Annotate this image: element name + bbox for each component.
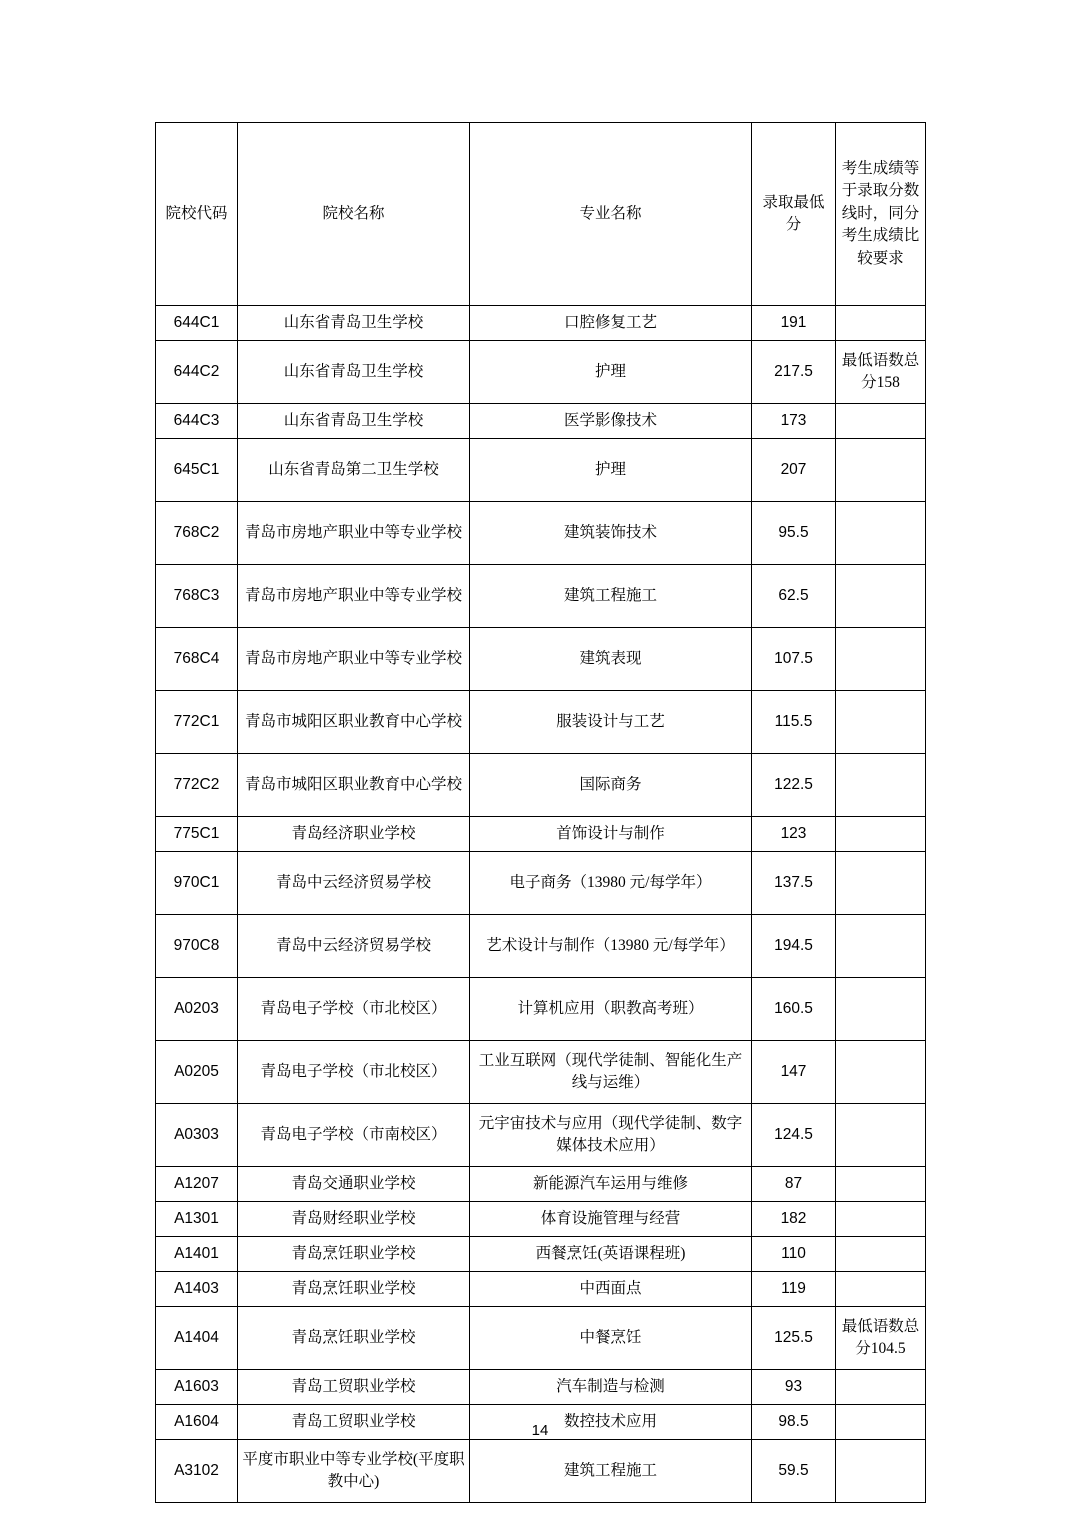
- cell-note: [836, 502, 926, 565]
- table-row: [156, 1307, 926, 1370]
- table-row: [156, 1370, 926, 1405]
- column-header-note: 考生成绩等于录取分数线时，同分考生成绩比较要求: [836, 123, 926, 306]
- cell-code: 644C2: [156, 341, 238, 404]
- cell-score: 62.5: [752, 565, 836, 628]
- table-row: [156, 341, 926, 404]
- cell-note: [836, 1440, 926, 1503]
- cell-code: A0205: [156, 1041, 238, 1104]
- cell-major: 中西面点: [470, 1272, 752, 1307]
- cell-major: 艺术设计与制作（13980 元/每学年）: [470, 915, 752, 978]
- cell-note: [836, 915, 926, 978]
- table-row: [156, 439, 926, 502]
- cell-code: A3102: [156, 1440, 238, 1503]
- table-row: [156, 1041, 926, 1104]
- cell-school: 青岛电子学校（市北校区）: [238, 978, 470, 1041]
- cell-note: [836, 439, 926, 502]
- table-row: [156, 915, 926, 978]
- cell-school: 山东省青岛第二卫生学校: [238, 439, 470, 502]
- cell-score: 124.5: [752, 1104, 836, 1167]
- cell-note: 最低语数总分104.5: [836, 1307, 926, 1370]
- cell-score: 93: [752, 1370, 836, 1405]
- cell-school: 青岛工贸职业学校: [238, 1370, 470, 1405]
- cell-school: 青岛烹饪职业学校: [238, 1272, 470, 1307]
- cell-code: 768C3: [156, 565, 238, 628]
- cell-major: 新能源汽车运用与维修: [470, 1167, 752, 1202]
- cell-school: 山东省青岛卫生学校: [238, 404, 470, 439]
- cell-score: 59.5: [752, 1440, 836, 1503]
- cell-code: 772C2: [156, 754, 238, 817]
- cell-code: 768C4: [156, 628, 238, 691]
- table-row: [156, 628, 926, 691]
- cell-code: A1403: [156, 1272, 238, 1307]
- cell-school: 青岛市房地产职业中等专业学校: [238, 628, 470, 691]
- cell-score: 87: [752, 1167, 836, 1202]
- cell-major: 西餐烹饪(英语课程班): [470, 1237, 752, 1272]
- cell-code: 644C3: [156, 404, 238, 439]
- cell-code: 970C8: [156, 915, 238, 978]
- cell-major: 医学影像技术: [470, 404, 752, 439]
- cell-score: 95.5: [752, 502, 836, 565]
- cell-major: 护理: [470, 439, 752, 502]
- cell-school: 山东省青岛卫生学校: [238, 306, 470, 341]
- cell-school: 青岛交通职业学校: [238, 1167, 470, 1202]
- column-header-score: 录取最低分: [752, 123, 836, 306]
- table-row: [156, 1440, 926, 1503]
- cell-note: 最低语数总分158: [836, 341, 926, 404]
- cell-major: 建筑装饰技术: [470, 502, 752, 565]
- cell-major: 工业互联网（现代学徒制、智能化生产线与运维）: [470, 1041, 752, 1104]
- cell-school: 青岛经济职业学校: [238, 817, 470, 852]
- cell-score: 191: [752, 306, 836, 341]
- cell-school: 青岛财经职业学校: [238, 1202, 470, 1237]
- cell-school: 青岛烹饪职业学校: [238, 1307, 470, 1370]
- cell-major: 电子商务（13980 元/每学年）: [470, 852, 752, 915]
- table-row: [156, 565, 926, 628]
- cell-code: A1603: [156, 1370, 238, 1405]
- cell-code: A1604: [156, 1405, 238, 1440]
- cell-school: 青岛市房地产职业中等专业学校: [238, 502, 470, 565]
- cell-code: 970C1: [156, 852, 238, 915]
- cell-major: 口腔修复工艺: [470, 306, 752, 341]
- cell-score: 194.5: [752, 915, 836, 978]
- table-header-row: [156, 123, 926, 306]
- table-row: [156, 1202, 926, 1237]
- table-row: [156, 404, 926, 439]
- cell-note: [836, 1104, 926, 1167]
- cell-note: [836, 1041, 926, 1104]
- table-row: [156, 691, 926, 754]
- cell-note: [836, 1370, 926, 1405]
- cell-note: [836, 978, 926, 1041]
- table-row: [156, 502, 926, 565]
- cell-score: 98.5: [752, 1405, 836, 1440]
- cell-code: A1207: [156, 1167, 238, 1202]
- cell-score: 125.5: [752, 1307, 836, 1370]
- cell-major: 中餐烹饪: [470, 1307, 752, 1370]
- table-row: [156, 978, 926, 1041]
- cell-code: 768C2: [156, 502, 238, 565]
- cell-school: 青岛电子学校（市南校区）: [238, 1104, 470, 1167]
- cell-school: 青岛市城阳区职业教育中心学校: [238, 754, 470, 817]
- cell-note: [836, 691, 926, 754]
- cell-score: 107.5: [752, 628, 836, 691]
- cell-score: 160.5: [752, 978, 836, 1041]
- cell-note: [836, 852, 926, 915]
- admission-score-table: [155, 122, 926, 1503]
- cell-note: [836, 628, 926, 691]
- cell-score: 123: [752, 817, 836, 852]
- cell-note: [836, 1167, 926, 1202]
- cell-school: 青岛电子学校（市北校区）: [238, 1041, 470, 1104]
- column-header-code: 院校代码: [156, 123, 238, 306]
- cell-school: 青岛烹饪职业学校: [238, 1237, 470, 1272]
- cell-major: 元宇宙技术与应用（现代学徒制、数字媒体技术应用）: [470, 1104, 752, 1167]
- cell-score: 122.5: [752, 754, 836, 817]
- cell-score: 147: [752, 1041, 836, 1104]
- cell-note: [836, 565, 926, 628]
- table-row: [156, 306, 926, 341]
- cell-school: 青岛中云经济贸易学校: [238, 915, 470, 978]
- cell-score: 217.5: [752, 341, 836, 404]
- cell-code: A0303: [156, 1104, 238, 1167]
- cell-major: 建筑工程施工: [470, 1440, 752, 1503]
- cell-note: [836, 404, 926, 439]
- cell-major: 汽车制造与检测: [470, 1370, 752, 1405]
- cell-note: [836, 1202, 926, 1237]
- cell-code: A1404: [156, 1307, 238, 1370]
- table-row: [156, 754, 926, 817]
- table-row: [156, 1237, 926, 1272]
- table-body: [156, 306, 926, 1503]
- cell-school: 青岛市城阳区职业教育中心学校: [238, 691, 470, 754]
- cell-school: 平度市职业中等专业学校(平度职教中心): [238, 1440, 470, 1503]
- cell-major: 数控技术应用: [470, 1405, 752, 1440]
- cell-major: 首饰设计与制作: [470, 817, 752, 852]
- cell-code: 644C1: [156, 306, 238, 341]
- cell-score: 110: [752, 1237, 836, 1272]
- cell-score: 182: [752, 1202, 836, 1237]
- table-row: [156, 852, 926, 915]
- cell-school: 青岛工贸职业学校: [238, 1405, 470, 1440]
- cell-score: 137.5: [752, 852, 836, 915]
- cell-score: 173: [752, 404, 836, 439]
- cell-code: A1301: [156, 1202, 238, 1237]
- cell-code: 772C1: [156, 691, 238, 754]
- table-row: [156, 1104, 926, 1167]
- table-row: [156, 1272, 926, 1307]
- cell-note: [836, 754, 926, 817]
- cell-school: 青岛中云经济贸易学校: [238, 852, 470, 915]
- cell-note: [836, 1272, 926, 1307]
- cell-code: A0203: [156, 978, 238, 1041]
- cell-school: 山东省青岛卫生学校: [238, 341, 470, 404]
- cell-note: [836, 817, 926, 852]
- cell-code: 645C1: [156, 439, 238, 502]
- cell-major: 计算机应用（职教高考班）: [470, 978, 752, 1041]
- table-row: [156, 817, 926, 852]
- cell-note: [836, 306, 926, 341]
- column-header-major: 专业名称: [470, 123, 752, 306]
- cell-code: 775C1: [156, 817, 238, 852]
- cell-note: [836, 1237, 926, 1272]
- cell-school: 青岛市房地产职业中等专业学校: [238, 565, 470, 628]
- column-header-school: 院校名称: [238, 123, 470, 306]
- cell-score: 207: [752, 439, 836, 502]
- page-number: 14: [531, 1422, 549, 1439]
- cell-major: 国际商务: [470, 754, 752, 817]
- cell-major: 建筑表现: [470, 628, 752, 691]
- cell-major: 护理: [470, 341, 752, 404]
- cell-major: 服装设计与工艺: [470, 691, 752, 754]
- cell-major: 建筑工程施工: [470, 565, 752, 628]
- table-header: [156, 123, 926, 306]
- cell-code: A1401: [156, 1237, 238, 1272]
- cell-major: 体育设施管理与经营: [470, 1202, 752, 1237]
- table-row: [156, 1167, 926, 1202]
- cell-score: 119: [752, 1272, 836, 1307]
- cell-score: 115.5: [752, 691, 836, 754]
